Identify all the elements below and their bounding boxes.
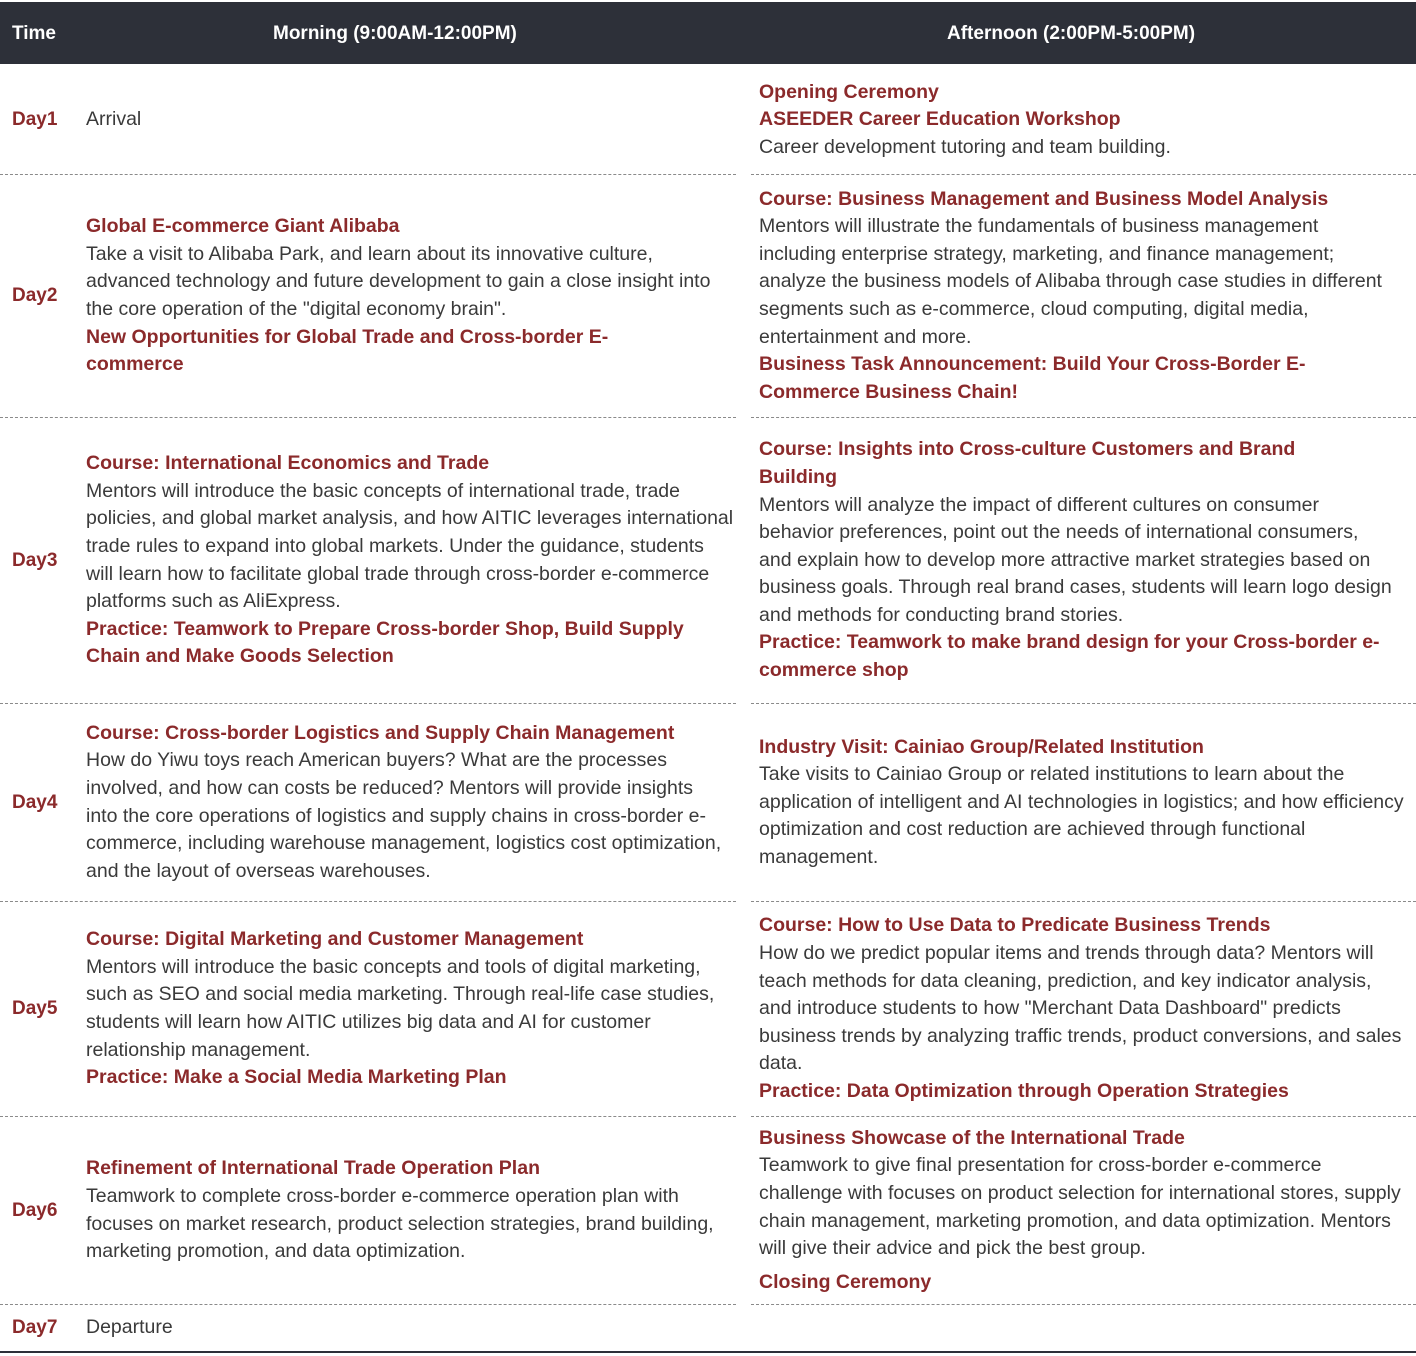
day-label: Day2: [12, 285, 58, 306]
day5-morning-title: Course: Digital Marketing and Customer Management: [86, 928, 584, 951]
header-morning: Morning (9:00AM-12:00PM): [273, 23, 517, 44]
day2-afternoon-desc: Mentors will illustrate the fundamentals of business management including enterprise strategy, marketing, and finance management; analyze the business models of Alibaba through case studies in different segments such as e-commerce, cloud computing, digital media, entertainment and more.: [759, 215, 1382, 348]
table-bottom-rule: [0, 1351, 1416, 1353]
day6-afternoon-desc: Teamwork to give final presentation for cross-border e-commerce challenge with focuses on product selection for international stores, supply chain management, marketing promotion, and data optimization. Mentors will give their advice and pick the best group.: [759, 1154, 1401, 1260]
day5-morning: [86, 902, 736, 1116]
day3-afternoon-title2: Practice: Teamwork to make brand design for your Cross-border e-commerce shop: [759, 631, 1380, 682]
day4-morning: [86, 704, 736, 901]
day2-morning-desc: Take a visit to Alibaba Park, and learn about its innovative culture, advanced technology and future development to gain a close insight into the core operation of the "digital economy brain".: [86, 242, 711, 320]
day5-afternoon: [759, 902, 1411, 1116]
day3-morning-title2: Practice: Teamwork to Prepare Cross-border Shop, Build Supply Chain and Make Goods Selection: [86, 617, 684, 668]
day3-morning-title: Course: International Economics and Trade: [86, 452, 490, 475]
day3-morning: [86, 418, 736, 703]
day1-morning: [86, 66, 736, 174]
day3-afternoon-title: Course: Insights into Cross-culture Customers and Brand Building: [759, 438, 1296, 488]
day2-afternoon-title2: Business Task Announcement: Build Your Cross-Border E-Commerce Business Chain!: [759, 353, 1306, 403]
header-afternoon: Afternoon (2:00PM-5:00PM): [947, 23, 1196, 44]
day7-morning: [86, 1305, 736, 1351]
day5-morning-desc: Mentors will introduce the basic concepts and tools of digital marketing, such as SEO and social media marketing. Through real-life case studies, students will learn how AITIC utilizes big data and AI for customer relationship management.: [86, 955, 715, 1061]
day5-morning-title2: Practice: Make a Social Media Marketing Plan: [86, 1066, 507, 1089]
day5-afternoon-title: Course: How to Use Data to Predicate Business Trends: [759, 914, 1271, 937]
day6-morning: [86, 1117, 736, 1304]
day6-morning-desc: Teamwork to complete cross-border e-commerce operation plan with focuses on market research, product selection strategies, brand building, marketing promotion, and data optimization.: [86, 1184, 714, 1263]
day2-morning: [86, 175, 736, 417]
day3-afternoon: [759, 418, 1414, 703]
day3-afternoon-desc: Mentors will analyze the impact of different cultures on consumer behavior preferences, point out the needs of international consumers, and explain how to develop more attractive market strategies based on business goals. Through real brand cases, students will learn logo design and methods for conducting brand stories.: [759, 493, 1392, 626]
day4-afternoon: [759, 704, 1411, 901]
day5-afternoon-title2: Practice: Data Optimization through Operation Strategies: [759, 1079, 1289, 1102]
day2-morning-title2: New Opportunities for Global Trade and Cross-border E-commerce: [86, 325, 609, 376]
day7-morning-text: Departure: [86, 1316, 173, 1339]
day-label: Day6: [12, 1199, 58, 1221]
day-label: Day5: [12, 998, 58, 1019]
day1-afternoon-title: Opening Ceremony: [759, 80, 939, 103]
day5-afternoon-desc: How do we predict popular items and trends through data? Mentors will teach methods for data cleaning, prediction, and key indicator analysis, and introduce students to how "Merchant Data Dashboard" predicts business trends by analyzing traffic trends, product conversions, and sales data.: [759, 942, 1402, 1075]
day2-afternoon: [759, 175, 1411, 417]
day2-morning-title: Global E-commerce Giant Alibaba: [86, 215, 400, 238]
day-label: Day4: [12, 791, 58, 813]
day-label: Day7: [12, 1317, 58, 1338]
day-label: Day3: [12, 549, 58, 571]
day4-afternoon-title: Industry Visit: Cainiao Group/Related Institution: [759, 735, 1204, 758]
day4-morning-title: Course: Cross-border Logistics and Supply Chain Management: [86, 721, 675, 744]
day1-morning-text: Arrival: [86, 108, 142, 131]
header-time: Time: [12, 23, 57, 44]
row-divider: [751, 1304, 1416, 1305]
table-header: [0, 2, 1416, 64]
day1-afternoon: [759, 66, 1411, 174]
day6-afternoon-title2: Closing Ceremony: [759, 1270, 932, 1293]
day1-afternoon-desc: Career development tutoring and team building.: [759, 135, 1171, 158]
day4-morning-desc: How do Yiwu toys reach American buyers? What are the processes involved, and how can costs be reduced? Mentors will provide insights into the core operations of logistics and supply chains in cross-border e-commerce, including warehouse management, logistics cost optimization, and the layout of overseas warehouses.: [86, 749, 722, 882]
day4-afternoon-desc: Take visits to Cainiao Group or related institutions to learn about the application of intelligent and AI technologies in logistics; and how efficiency optimization and cost reduction are achieved through functional management.: [759, 763, 1404, 868]
day1-afternoon-title2: ASEEDER Career Education Workshop: [759, 108, 1121, 131]
day2-afternoon-title: Course: Business Management and Business Model Analysis: [759, 187, 1329, 210]
day6-afternoon: [759, 1117, 1411, 1304]
day3-morning-desc: Mentors will introduce the basic concepts of international trade, trade policies, and global market analysis, and how AITIC leverages international trade rules to expand into global markets. Under the guidance, students will learn how to facilitate global trade through cross-border e-commerce platforms such as AliExpress.: [86, 479, 734, 613]
day-label: Day1: [12, 109, 58, 130]
day6-morning-title: Refinement of International Trade Operation Plan: [86, 1157, 540, 1180]
day6-afternoon-title: Business Showcase of the International Trade: [759, 1126, 1185, 1149]
